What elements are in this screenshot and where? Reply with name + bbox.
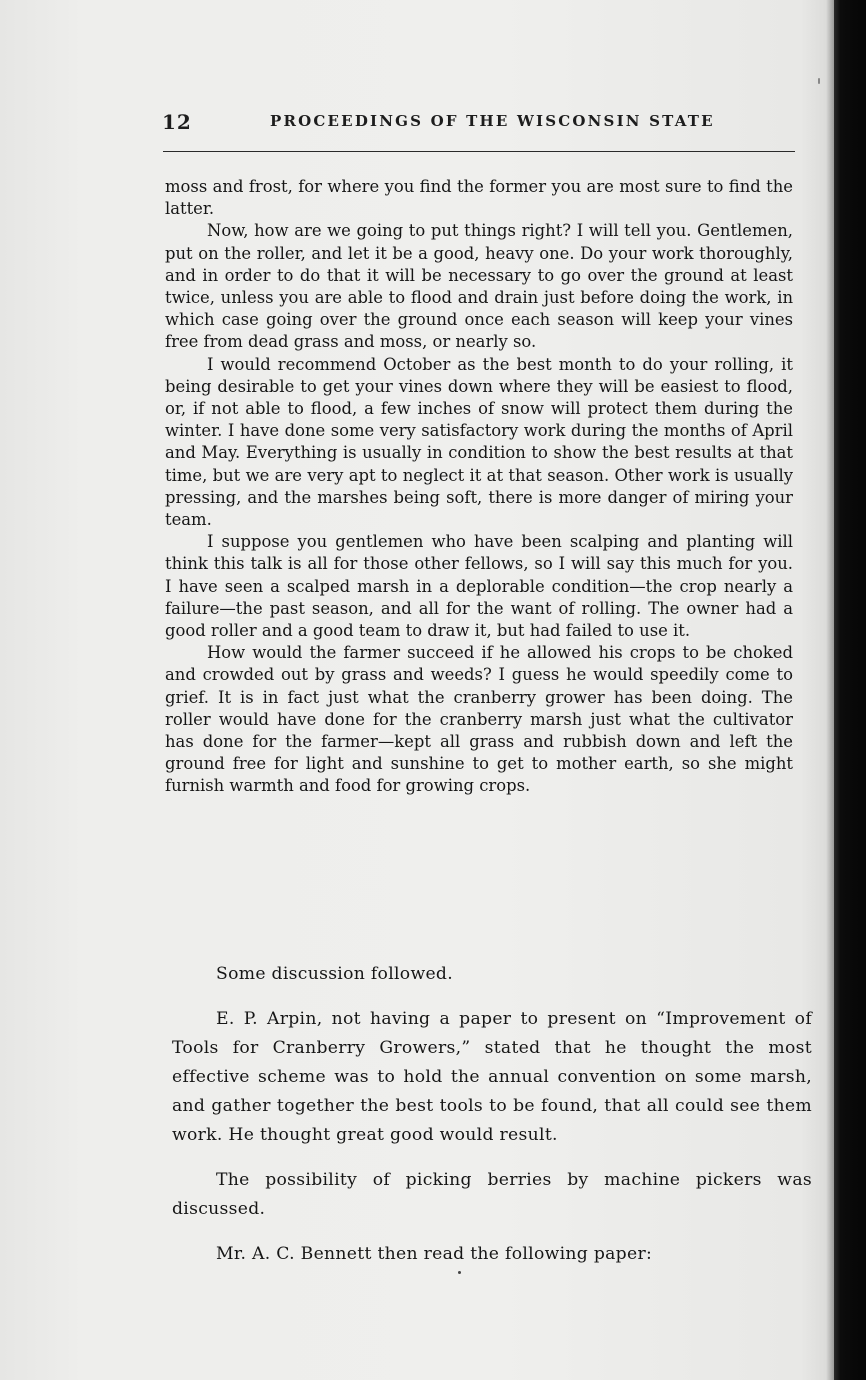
paragraph-roller: Now, how are we going to put things right? I will tell you. Gentlemen, put on the roller, and let it be a good, heavy one. Do your work thoroughly, and in order to do that it will be necessary to go over the ground at least twice, unless you are able to flood and drain just before doing the work, in which case going over the ground once each season will keep your vines free from dead grass and moss, or nearly so. [165,221,793,352]
page-shadow [826,0,834,1380]
print-speck [818,78,820,84]
running-head [162,106,802,136]
paragraph-bennett: Mr. A. C. Bennett then read the following paper: [216,1244,653,1264]
paragraph-continuation: moss and frost, for where you find the former you are most sure to find the latter. [165,177,793,219]
paragraph-farmer: How would the farmer succeed if he allowed his crops to be choked and crowded out by grass and weeds? I guess he would speedily come to grief. It is in fact just what the cranberry grower has been doing. The roller would have done for the cranberry marsh just what the cultivator has done for the farmer—kept all grass and rubbish down and left the ground free for light and sunshine to get to mother earth, so she might furnish warmth and food for growing crops. [165,643,793,796]
paragraph-scalping: I suppose you gentlemen who have been scalping and planting will think this talk is all for those other fellows, so I will say this much for you. I have seen a scalped marsh in a deplorable condition—the crop nearly a failure—the past season, and all for the want of rolling. The owner had a good roller and a good team to draw it, but had failed to use it. [165,532,793,641]
paragraph-arpin: E. P. Arpin, not having a paper to present on “Improvement of Tools for Cranberry Growers,” stated that he thought the most effective scheme was to hold the annual convention on some marsh, and gather together the best tools to be found, that all could see them work. He thought great good would result. [172,1009,812,1145]
paragraph-october: I would recommend October as the best month to do your rolling, it being desirable to get your vines down where they will be easiest to flood, or, if not able to flood, a few inches of snow will protect them during the winter. I have done some very satisfactory work during the months of April and May. Everything is usually in condition to show the best results at that time, but we are very apt to neglect it at that season. Other work is usually pressing, and the marshes being soft, there is more danger of miring your team. [165,354,793,530]
body-text [165,176,793,798]
discussion-text [172,960,812,1269]
paragraph-discussion: Some discussion followed. [216,964,453,984]
header-rule [163,151,795,152]
running-head-title: PROCEEDINGS OF THE WISCONSIN STATE [270,112,715,130]
paragraph-machine-pickers: The possibility of picking berries by machine pickers was discussed. [172,1170,812,1219]
book-spine [834,0,866,1380]
page-number: 12 [162,110,192,134]
print-speck [458,1271,461,1274]
